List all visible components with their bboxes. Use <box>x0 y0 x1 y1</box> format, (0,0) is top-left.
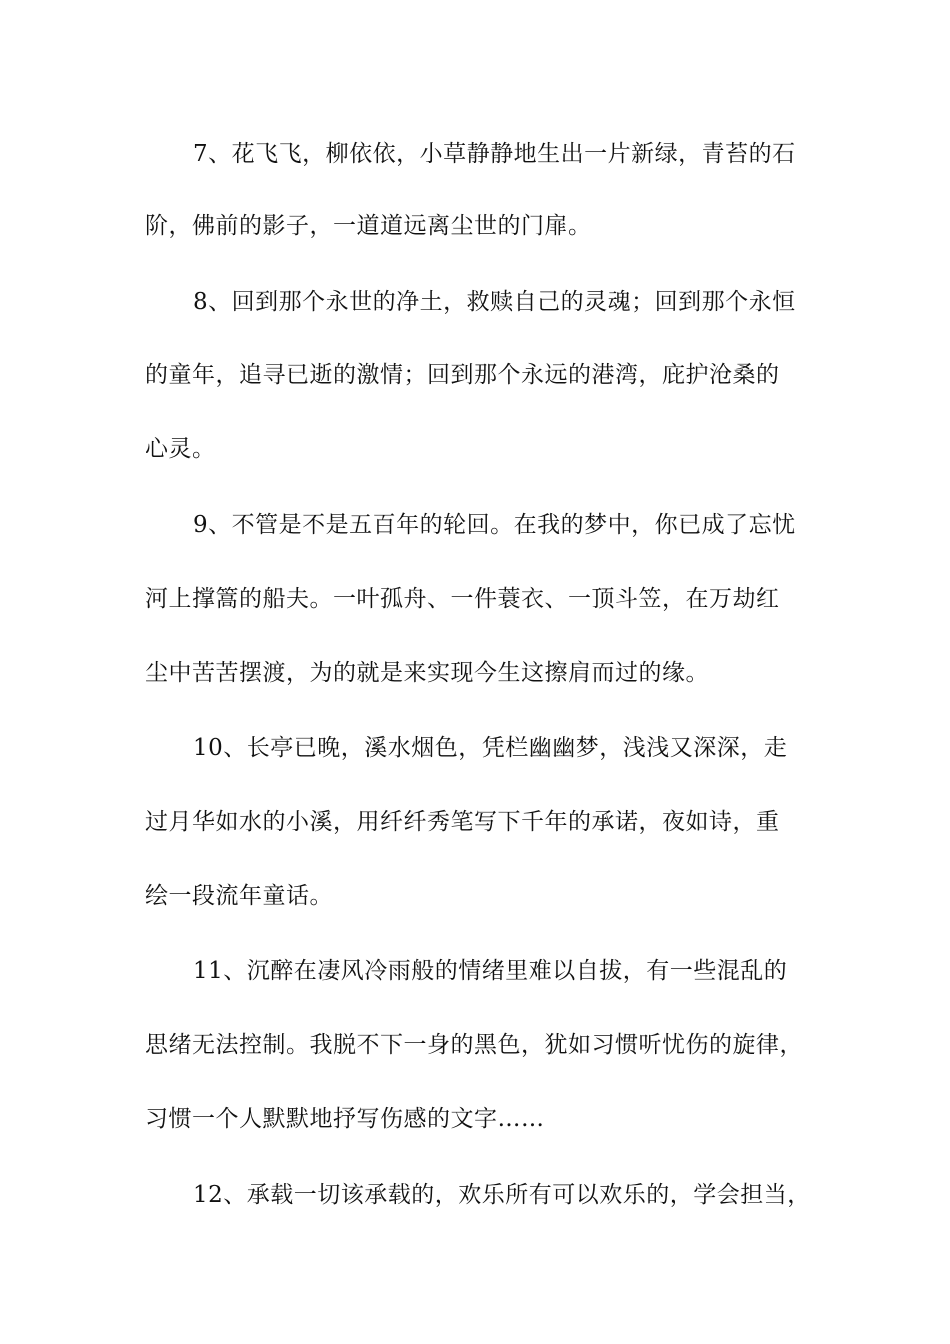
paragraph-11-line-3: 习惯一个人默默地抒写伤感的文字…… <box>145 1106 545 1132</box>
paragraph-10-line-2: 过月华如水的小溪，用纤纤秀笔写下千年的承诺，夜如诗，重 <box>145 809 780 835</box>
paragraph-9-line-2: 河上撑篙的船夫。一叶孤舟、一件蓑衣、一顶斗笠，在万劫红 <box>145 586 780 612</box>
paragraph-10-line-1: 10、长亭已晚，溪水烟色，凭栏幽幽梦，浅浅又深深，走 <box>193 735 788 761</box>
paragraph-7-line-2: 阶，佛前的影子，一道道远离尘世的门扉。 <box>145 213 592 239</box>
paragraph-8-line-1: 8、回到那个永世的净土，救赎自己的灵魂；回到那个永恒 <box>193 289 796 315</box>
paragraph-8-line-3: 心灵。 <box>145 436 216 462</box>
paragraph-9-line-1: 9、不管是不是五百年的轮回。在我的梦中，你已成了忘忧 <box>193 512 796 538</box>
paragraph-7-line-1: 7、花飞飞，柳依依，小草静静地生出一片新绿，青苔的石 <box>193 141 796 167</box>
paragraph-11-line-2: 思绪无法控制。我脱不下一身的黑色，犹如习惯听忧伤的旋律， <box>145 1032 803 1058</box>
paragraph-12-line-1: 12、承载一切该承载的，欢乐所有可以欢乐的，学会担当， <box>193 1182 811 1208</box>
paragraph-11-line-1: 11、沉醉在凄风冷雨般的情绪里难以自拔，有一些混乱的 <box>193 958 788 984</box>
paragraph-8-line-2: 的童年，追寻已逝的激情；回到那个永远的港湾，庇护沧桑的 <box>145 362 780 388</box>
paragraph-10-line-3: 绘一段流年童话。 <box>145 883 333 909</box>
paragraph-9-line-3: 尘中苦苦摆渡，为的就是来实现今生这擦肩而过的缘。 <box>145 660 709 686</box>
